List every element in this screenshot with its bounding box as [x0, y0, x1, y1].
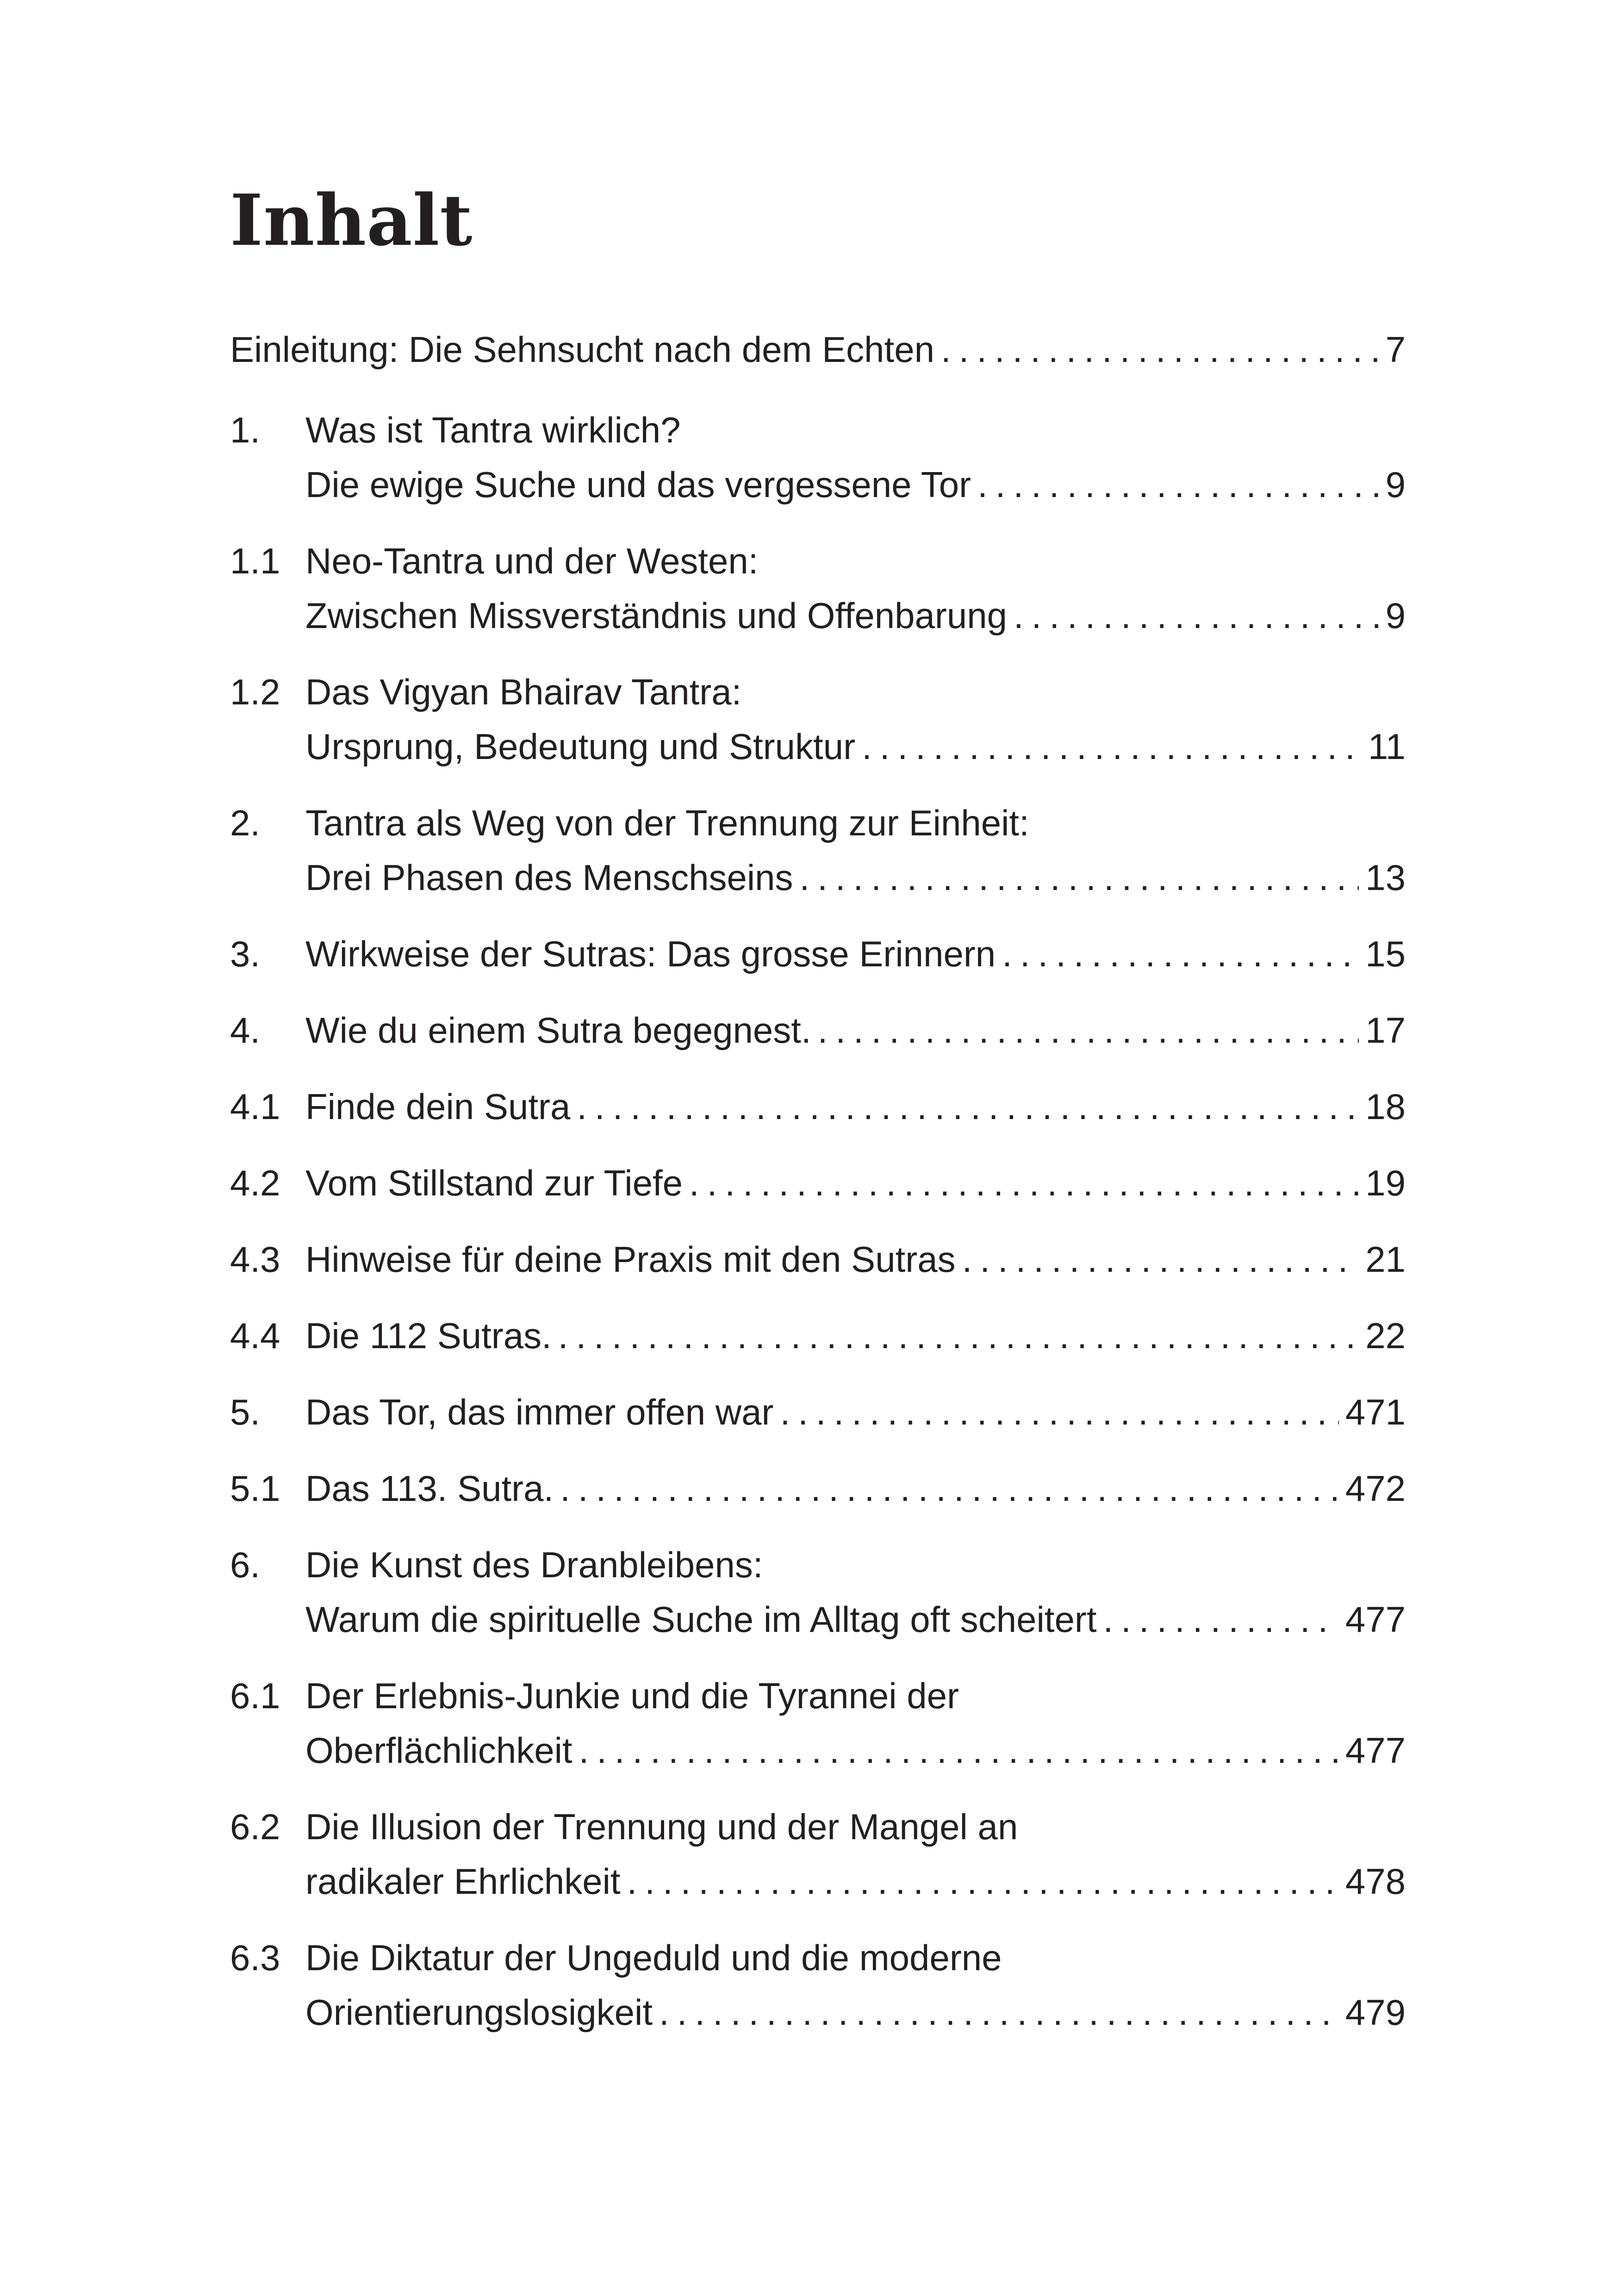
toc-entry-page-number: 17 — [1365, 1010, 1406, 1051]
toc-entry — [230, 1668, 1406, 1778]
dot-leader — [862, 719, 1362, 774]
toc-entry — [230, 322, 1406, 377]
dot-leader — [558, 1308, 1359, 1363]
toc-entry-page-number: 479 — [1345, 1992, 1406, 2033]
table-of-contents — [230, 322, 1406, 2061]
toc-entry-text — [305, 1232, 1406, 1287]
dot-leader — [1002, 927, 1359, 981]
toc-entry-title-line: Die ewige Suche und das vergessene Tor — [305, 464, 971, 505]
toc-entry-text — [305, 1156, 1406, 1210]
toc-entry-text — [305, 796, 1406, 905]
toc-entry-title-line: Die Illusion der Trennung und der Mangel an — [305, 1806, 1018, 1847]
toc-entry-title-line: Wirkweise der Sutras: Das grosse Erinnern — [305, 933, 996, 974]
toc-entry — [230, 403, 1406, 512]
toc-entry-text — [305, 927, 1406, 981]
toc-entry-text — [305, 1079, 1406, 1134]
toc-entry-number: 6. — [230, 1544, 261, 1585]
dot-leader — [560, 1461, 1339, 1516]
toc-entry — [230, 1799, 1406, 1909]
dot-leader — [962, 1232, 1359, 1287]
toc-entry-page-number: 9 — [1385, 595, 1406, 636]
toc-entry-text — [305, 1930, 1406, 2040]
toc-entry-page-number: 7 — [1385, 329, 1406, 370]
toc-entry — [230, 1156, 1406, 1210]
toc-page — [230, 179, 1406, 2033]
toc-entry-number: 1.2 — [230, 672, 280, 712]
toc-entry — [230, 665, 1406, 774]
toc-entry-number: 4. — [230, 1010, 261, 1051]
toc-entry-number: 6.3 — [230, 1937, 280, 1978]
toc-entry-number: 4.4 — [230, 1315, 280, 1356]
toc-entry-text — [305, 534, 1406, 643]
toc-entry-title-line: Warum die spirituelle Suche im Alltag oft scheitert — [305, 1599, 1097, 1640]
toc-entry-page-number: 477 — [1345, 1599, 1406, 1640]
toc-entry-number: 4.3 — [230, 1239, 280, 1280]
toc-entry-page-number: 478 — [1345, 1861, 1406, 1902]
toc-entry-title-line: Das Tor, das immer offen war — [305, 1392, 774, 1432]
toc-entry — [230, 1930, 1406, 2040]
dot-leader — [689, 1156, 1359, 1210]
toc-entry-number: 5. — [230, 1392, 261, 1432]
toc-entry-title-line: Wie du einem Sutra begegnest. — [305, 1010, 811, 1051]
toc-entry-text — [305, 1385, 1406, 1439]
dot-leader — [818, 1003, 1359, 1058]
toc-entry — [230, 1079, 1406, 1134]
toc-entry-page-number: 472 — [1345, 1468, 1406, 1509]
toc-entry-text — [305, 1308, 1406, 1363]
toc-entry-title-line: Drei Phasen des Menschseins — [305, 857, 793, 898]
page-title: Inhalt — [230, 179, 473, 261]
dot-leader — [941, 322, 1379, 377]
toc-entry-title-line: Tantra als Weg von der Trennung zur Einheit: — [305, 803, 1029, 843]
toc-entry-text — [305, 665, 1406, 774]
toc-entry-page-number: 471 — [1345, 1392, 1406, 1432]
toc-entry-page-number: 21 — [1365, 1239, 1406, 1280]
toc-entry-title-line: Neo-Tantra und der Westen: — [305, 541, 759, 581]
toc-entry — [230, 534, 1406, 643]
toc-entry-number: 6.1 — [230, 1675, 280, 1716]
toc-entry-number: 6.2 — [230, 1806, 280, 1847]
toc-entry-number: 3. — [230, 933, 261, 974]
toc-entry-title-line: Vom Stillstand zur Tiefe — [305, 1163, 683, 1203]
toc-entry — [230, 1385, 1406, 1439]
dot-leader — [800, 850, 1359, 905]
toc-entry-text — [305, 1461, 1406, 1516]
toc-entry-page-number: 13 — [1365, 857, 1406, 898]
dot-leader — [780, 1385, 1339, 1439]
toc-entry-text — [305, 1537, 1406, 1647]
toc-entry — [230, 1308, 1406, 1363]
toc-entry-title-line: Die Kunst des Dranbleibens: — [305, 1544, 763, 1585]
dot-leader — [579, 1723, 1339, 1778]
toc-entry-text — [305, 1003, 1406, 1058]
toc-entry-number: 4.1 — [230, 1086, 280, 1127]
toc-entry-title-line: Der Erlebnis-Junkie und die Tyrannei der — [305, 1675, 959, 1716]
dot-leader — [1014, 588, 1379, 643]
toc-entry-number: 1. — [230, 410, 261, 450]
toc-entry-number: 4.2 — [230, 1163, 280, 1203]
toc-entry-title-line: Die 112 Sutras. — [305, 1315, 552, 1356]
toc-entry-title-line: Oberflächlichkeit — [305, 1730, 573, 1771]
toc-entry-page-number: 22 — [1365, 1315, 1406, 1356]
toc-entry-number: 5.1 — [230, 1468, 280, 1509]
toc-entry-title-line: Ursprung, Bedeutung und Struktur — [305, 726, 856, 767]
toc-entry-title-line: Die Diktatur der Ungeduld und die moderne — [305, 1937, 1002, 1978]
toc-entry-page-number: 11 — [1368, 726, 1406, 767]
toc-entry-page-number: 477 — [1345, 1730, 1406, 1771]
toc-entry-title-line: radikaler Ehrlichkeit — [305, 1861, 621, 1902]
toc-entry — [230, 927, 1406, 981]
toc-entry-number: 2. — [230, 803, 261, 843]
toc-entry-text — [305, 1799, 1406, 1909]
dot-leader — [577, 1079, 1359, 1134]
toc-entry-page-number: 9 — [1385, 464, 1406, 505]
toc-entry — [230, 1537, 1406, 1647]
toc-entry-title-line: Das Vigyan Bhairav Tantra: — [305, 672, 742, 712]
toc-entry-text — [305, 1668, 1406, 1778]
dot-leader — [1103, 1592, 1339, 1647]
toc-entry-title-line: Das 113. Sutra. — [305, 1468, 554, 1509]
toc-entry-title-line: Zwischen Missverständnis und Offenbarung — [305, 595, 1008, 636]
toc-entry-title-line: Orientierungslosigkeit — [305, 1992, 653, 2033]
dot-leader — [977, 457, 1379, 512]
toc-entry-text — [305, 403, 1406, 512]
toc-entry-page-number: 19 — [1365, 1163, 1406, 1203]
toc-entry-title-line: Finde dein Sutra — [305, 1086, 571, 1127]
toc-entry-text — [230, 322, 1406, 377]
toc-entry-title-line: Hinweise für deine Praxis mit den Sutras — [305, 1239, 956, 1280]
toc-entry-page-number: 18 — [1365, 1086, 1406, 1127]
toc-entry — [230, 1461, 1406, 1516]
toc-entry-title-line: Einleitung: Die Sehnsucht nach dem Echten — [230, 329, 934, 370]
toc-entry-number: 1.1 — [230, 541, 280, 581]
dot-leader — [627, 1854, 1339, 1909]
toc-entry-title-line: Was ist Tantra wirklich? — [305, 410, 681, 450]
toc-entry — [230, 1003, 1406, 1058]
toc-entry — [230, 1232, 1406, 1287]
toc-entry — [230, 796, 1406, 905]
toc-entry-page-number: 15 — [1365, 933, 1406, 974]
dot-leader — [659, 1985, 1339, 2040]
